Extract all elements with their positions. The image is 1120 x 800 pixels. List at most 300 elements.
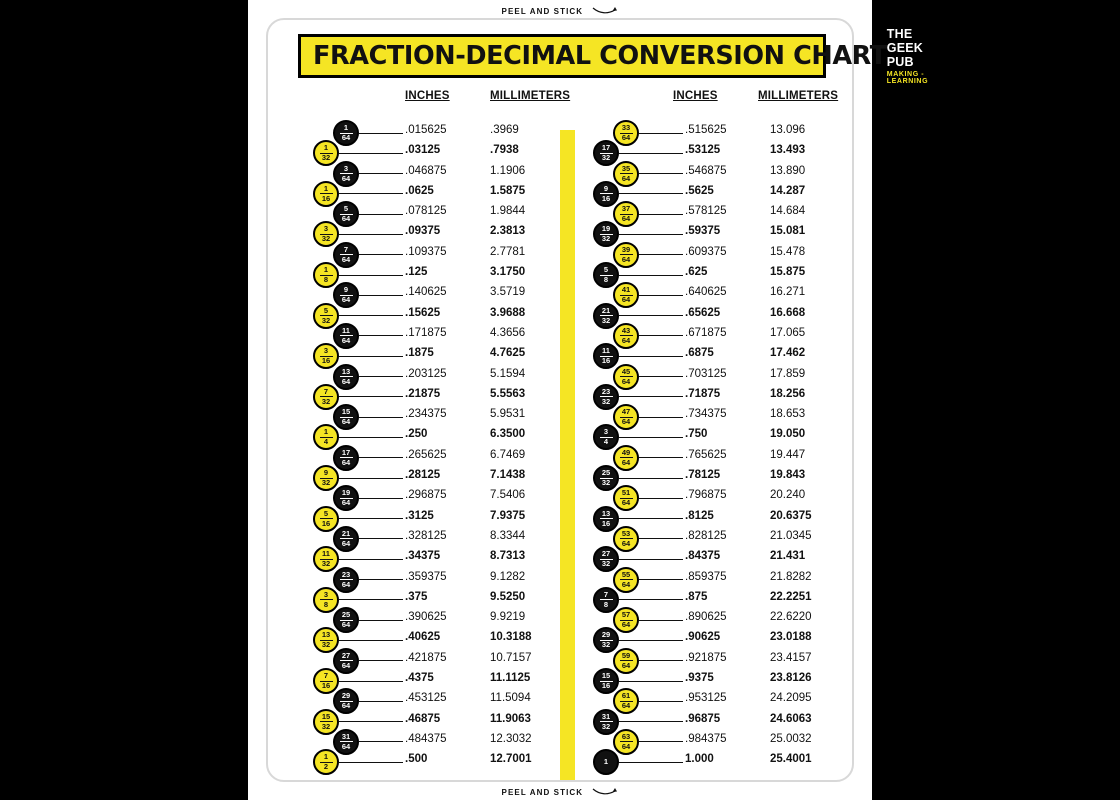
fraction-numerator: 57 bbox=[621, 610, 631, 620]
millimeters-value: 17.462 bbox=[770, 347, 806, 360]
fraction-badge bbox=[333, 485, 359, 511]
fraction-numerator: 23 bbox=[341, 569, 351, 579]
leader-line bbox=[339, 315, 403, 316]
millimeters-value: 19.050 bbox=[770, 428, 806, 441]
inches-value: .875 bbox=[685, 590, 708, 603]
fraction-denominator: 64 bbox=[341, 295, 351, 305]
leader-line bbox=[619, 234, 683, 235]
leader-line bbox=[639, 701, 683, 702]
fraction-denominator: 8 bbox=[323, 275, 329, 285]
inches-value: .96875 bbox=[685, 712, 721, 725]
fraction-badge bbox=[333, 364, 359, 390]
fraction-badge bbox=[313, 465, 339, 491]
fraction-denominator: 64 bbox=[341, 417, 351, 427]
leader-line bbox=[359, 579, 403, 580]
fraction-badge bbox=[613, 323, 639, 349]
fraction-badge bbox=[613, 567, 639, 593]
fraction-numerator: 11 bbox=[342, 325, 350, 335]
fraction-badge bbox=[613, 485, 639, 511]
millimeters-value: 7.9375 bbox=[490, 509, 526, 522]
leader-line bbox=[619, 640, 683, 641]
fraction-numerator: 55 bbox=[621, 569, 631, 579]
millimeters-value: 6.3500 bbox=[490, 428, 526, 441]
leader-line bbox=[339, 478, 403, 479]
inches-value: .046875 bbox=[405, 164, 447, 177]
fraction-numerator: 7 bbox=[603, 589, 609, 599]
millimeters-value: 15.875 bbox=[770, 266, 806, 279]
leader-line bbox=[339, 275, 403, 276]
leader-line bbox=[359, 133, 403, 134]
fraction-numerator: 9 bbox=[323, 468, 329, 478]
inches-value: .65625 bbox=[685, 306, 721, 319]
millimeters-value: .7938 bbox=[490, 144, 519, 157]
leader-line bbox=[639, 133, 683, 134]
fraction-numerator: 21 bbox=[341, 528, 351, 538]
inches-value: .734375 bbox=[685, 408, 727, 421]
fraction-denominator: 32 bbox=[601, 721, 611, 731]
fraction-badge bbox=[593, 221, 619, 247]
millimeters-value: 10.3188 bbox=[490, 631, 532, 644]
fraction-numerator: 29 bbox=[601, 630, 611, 640]
millimeters-value: 13.493 bbox=[770, 144, 806, 157]
fraction-badge bbox=[313, 749, 339, 775]
millimeters-value: 13.890 bbox=[770, 164, 806, 177]
millimeters-value: 13.096 bbox=[770, 124, 806, 136]
fraction-badge bbox=[593, 506, 619, 532]
fraction-denominator: 32 bbox=[601, 478, 611, 488]
fraction-badge bbox=[313, 303, 339, 329]
leader-line bbox=[359, 417, 403, 418]
peel-and-stick-top bbox=[248, 5, 872, 16]
inches-value: .515625 bbox=[685, 124, 727, 136]
fraction-badge bbox=[333, 729, 359, 755]
inches-value: .84375 bbox=[685, 550, 721, 563]
fraction-denominator: 16 bbox=[321, 681, 331, 691]
fraction-numerator: 21 bbox=[601, 305, 611, 315]
millimeters-value: 5.1594 bbox=[490, 367, 526, 380]
fraction-numerator: 49 bbox=[621, 447, 631, 457]
inches-value: .328125 bbox=[405, 529, 447, 542]
inches-value: .71875 bbox=[685, 387, 721, 400]
inches-value: .953125 bbox=[685, 692, 727, 705]
fraction-denominator: 16 bbox=[601, 193, 611, 203]
leader-line bbox=[639, 660, 683, 661]
column-header-left-inches: INCHES bbox=[405, 90, 450, 102]
fraction-badge bbox=[613, 364, 639, 390]
fraction-denominator: 32 bbox=[601, 396, 611, 406]
leader-line bbox=[339, 153, 403, 154]
fraction-badge bbox=[333, 526, 359, 552]
leader-line bbox=[639, 173, 683, 174]
fraction-denominator: 32 bbox=[601, 153, 611, 163]
fraction-numerator: 17 bbox=[341, 447, 351, 457]
fraction-badge bbox=[613, 201, 639, 227]
millimeters-value: 17.859 bbox=[770, 367, 806, 380]
inches-value: .9375 bbox=[685, 672, 714, 685]
millimeters-value: 14.684 bbox=[770, 205, 806, 218]
fraction-denominator: 32 bbox=[601, 315, 611, 325]
inches-value: .78125 bbox=[685, 469, 721, 482]
fraction-denominator: 32 bbox=[321, 315, 331, 325]
inches-value: .078125 bbox=[405, 205, 447, 218]
fraction-badge bbox=[333, 607, 359, 633]
leader-line bbox=[359, 214, 403, 215]
fraction-denominator: 32 bbox=[321, 559, 331, 569]
fraction-numerator: 43 bbox=[621, 325, 631, 335]
fraction-numerator: 13 bbox=[341, 366, 351, 376]
leader-line bbox=[619, 599, 683, 600]
fraction-badge bbox=[313, 506, 339, 532]
leader-line bbox=[639, 579, 683, 580]
millimeters-value: 11.5094 bbox=[490, 692, 531, 705]
fraction-badge bbox=[313, 221, 339, 247]
leader-line bbox=[619, 153, 683, 154]
fraction-numerator: 29 bbox=[341, 691, 351, 701]
curved-arrow-icon-bottom bbox=[592, 787, 618, 798]
leader-line bbox=[639, 214, 683, 215]
leader-line bbox=[359, 660, 403, 661]
fraction-badge bbox=[333, 688, 359, 714]
leader-line bbox=[339, 356, 403, 357]
fraction-badge bbox=[613, 282, 639, 308]
fraction-badge bbox=[313, 587, 339, 613]
leader-line bbox=[339, 599, 403, 600]
fraction-badge bbox=[593, 749, 619, 775]
millimeters-value: 20.240 bbox=[770, 489, 806, 502]
millimeters-value: .3969 bbox=[490, 124, 519, 136]
millimeters-value: 25.4001 bbox=[770, 753, 812, 766]
fraction-badge bbox=[593, 384, 619, 410]
millimeters-value: 3.5719 bbox=[490, 286, 526, 299]
leader-line bbox=[619, 437, 683, 438]
fraction-numerator: 17 bbox=[601, 143, 611, 153]
fraction-denominator: 16 bbox=[601, 356, 611, 366]
inches-value: .859375 bbox=[685, 570, 727, 583]
fraction-badge bbox=[593, 181, 619, 207]
fraction-badge bbox=[593, 546, 619, 572]
inches-value: .250 bbox=[405, 428, 428, 441]
leader-line bbox=[339, 518, 403, 519]
fraction-badge bbox=[313, 424, 339, 450]
fraction-numerator: 5 bbox=[343, 204, 349, 214]
fraction-badge bbox=[313, 140, 339, 166]
page-title: FRACTION-DECIMAL CONVERSION CHART bbox=[313, 41, 887, 71]
leader-line bbox=[639, 498, 683, 499]
millimeters-value: 11.9063 bbox=[490, 712, 531, 725]
column-header-right-inches: INCHES bbox=[673, 90, 718, 102]
fraction-badge bbox=[333, 445, 359, 471]
millimeters-value: 3.9688 bbox=[490, 306, 526, 319]
millimeters-value: 2.3813 bbox=[490, 225, 526, 238]
fraction-badge bbox=[613, 607, 639, 633]
fraction-numerator: 31 bbox=[601, 711, 611, 721]
fraction-denominator: 8 bbox=[323, 599, 329, 609]
fraction-badge bbox=[613, 404, 639, 430]
fraction-badge bbox=[333, 282, 359, 308]
fraction-denominator: 64 bbox=[621, 498, 631, 508]
fraction-numerator: 1 bbox=[323, 143, 329, 153]
inches-value: .828125 bbox=[685, 529, 727, 542]
fraction-denominator: 64 bbox=[621, 660, 631, 670]
inches-value: .21875 bbox=[405, 387, 441, 400]
fraction-badge bbox=[593, 303, 619, 329]
fraction-denominator: 32 bbox=[321, 721, 331, 731]
fraction-numerator: 31 bbox=[341, 731, 351, 741]
leader-line bbox=[619, 762, 683, 763]
fraction-badge bbox=[613, 161, 639, 187]
fraction-denominator: 32 bbox=[601, 640, 611, 650]
leader-line bbox=[359, 173, 403, 174]
fraction-numerator: 59 bbox=[621, 650, 631, 660]
fraction-numerator: 61 bbox=[621, 691, 631, 701]
fraction-denominator: 16 bbox=[321, 193, 331, 203]
fraction-numerator: 39 bbox=[621, 244, 631, 254]
fraction-denominator: 32 bbox=[321, 640, 331, 650]
fraction-numerator: 15 bbox=[321, 711, 331, 721]
fraction-denominator: 64 bbox=[621, 133, 631, 142]
leader-line bbox=[359, 335, 403, 336]
inches-value: .375 bbox=[405, 590, 428, 603]
millimeters-value: 5.9531 bbox=[490, 408, 526, 421]
fraction-denominator: 16 bbox=[321, 356, 331, 366]
fraction-badge bbox=[313, 627, 339, 653]
fraction-numerator: 41 bbox=[621, 285, 631, 295]
brand-name: THE GEEK PUB bbox=[886, 27, 923, 69]
leader-line bbox=[639, 741, 683, 742]
inches-value: .140625 bbox=[405, 286, 447, 299]
millimeters-value: 15.478 bbox=[770, 245, 806, 258]
inches-value: .765625 bbox=[685, 448, 727, 461]
fraction-denominator: 64 bbox=[341, 620, 351, 630]
millimeters-value: 23.4157 bbox=[770, 651, 812, 664]
leader-line bbox=[639, 538, 683, 539]
curved-arrow-icon bbox=[592, 6, 618, 17]
fraction-numerator: 37 bbox=[621, 204, 631, 214]
fraction-badge bbox=[593, 465, 619, 491]
fraction-denominator: 64 bbox=[621, 335, 631, 345]
inches-value: .015625 bbox=[405, 124, 447, 136]
fraction-denominator: 64 bbox=[341, 741, 351, 751]
leader-line bbox=[359, 498, 403, 499]
millimeters-value: 1.5875 bbox=[490, 184, 526, 197]
inches-value: .40625 bbox=[405, 631, 441, 644]
millimeters-value: 24.2095 bbox=[770, 692, 812, 705]
millimeters-value: 21.8282 bbox=[770, 570, 812, 583]
millimeters-value: 15.081 bbox=[770, 225, 806, 238]
millimeters-value: 23.8126 bbox=[770, 672, 812, 685]
fraction-denominator: 8 bbox=[603, 599, 609, 609]
fraction-denominator: 64 bbox=[341, 701, 351, 711]
inches-value: .90625 bbox=[685, 631, 721, 644]
millimeters-value: 19.447 bbox=[770, 448, 806, 461]
fraction-denominator: 64 bbox=[621, 620, 631, 630]
millimeters-value: 4.3656 bbox=[490, 326, 526, 339]
fraction-numerator: 3 bbox=[603, 427, 609, 437]
inches-value: .3125 bbox=[405, 509, 434, 522]
fraction-badge bbox=[333, 201, 359, 227]
millimeters-value: 12.3032 bbox=[490, 732, 532, 745]
fraction-numerator: 3 bbox=[323, 346, 329, 356]
fraction-badge bbox=[333, 404, 359, 430]
chart-sheet bbox=[248, 0, 929, 800]
inches-value: .1875 bbox=[405, 347, 434, 360]
millimeters-value: 21.431 bbox=[770, 550, 806, 563]
millimeters-value: 9.5250 bbox=[490, 590, 526, 603]
fraction-denominator: 2 bbox=[323, 762, 329, 772]
fraction-denominator: 64 bbox=[341, 133, 351, 142]
leader-line bbox=[619, 193, 683, 194]
fraction-badge bbox=[593, 709, 619, 735]
fraction-numerator: 19 bbox=[341, 488, 351, 498]
chart-card bbox=[266, 18, 929, 782]
brand-tagline: MAKING - LEARNING bbox=[886, 71, 929, 85]
inches-value: .4375 bbox=[405, 672, 434, 685]
fraction-numerator: 15 bbox=[601, 671, 611, 681]
millimeters-value: 12.7001 bbox=[490, 753, 532, 766]
inches-value: .921875 bbox=[685, 651, 727, 664]
title-bar bbox=[298, 27, 929, 85]
peel-and-stick-bottom bbox=[248, 786, 872, 797]
fraction-numerator: 7 bbox=[343, 244, 349, 254]
fraction-badge bbox=[333, 120, 359, 146]
inches-value: .890625 bbox=[685, 611, 727, 624]
fraction-numerator: 45 bbox=[621, 366, 631, 376]
leader-line bbox=[359, 538, 403, 539]
leader-line bbox=[359, 457, 403, 458]
fraction-badge bbox=[313, 384, 339, 410]
millimeters-value: 25.0032 bbox=[770, 732, 812, 745]
column-header-left-mm: MILLIMETERS bbox=[490, 90, 571, 102]
fraction-denominator: 32 bbox=[321, 153, 331, 163]
fraction-denominator: 64 bbox=[621, 741, 631, 751]
fraction-denominator: 64 bbox=[621, 417, 631, 427]
fraction-denominator: 16 bbox=[601, 681, 611, 691]
leader-line bbox=[639, 254, 683, 255]
fraction-badge bbox=[613, 445, 639, 471]
fraction-denominator: 64 bbox=[621, 214, 631, 224]
fraction-numerator: 11 bbox=[322, 549, 330, 559]
fraction-badge bbox=[593, 424, 619, 450]
fraction-badge bbox=[333, 323, 359, 349]
fraction-denominator: 64 bbox=[621, 538, 631, 548]
fraction-numerator: 51 bbox=[621, 488, 631, 498]
leader-line bbox=[639, 417, 683, 418]
fraction-badge bbox=[593, 140, 619, 166]
inches-value: .359375 bbox=[405, 570, 447, 583]
fraction-denominator: 64 bbox=[341, 498, 351, 508]
millimeters-value: 11.1125 bbox=[490, 672, 531, 685]
fraction-badge bbox=[593, 587, 619, 613]
fraction-numerator: 9 bbox=[603, 183, 609, 193]
inches-value: 1.000 bbox=[685, 753, 714, 766]
leader-line bbox=[619, 478, 683, 479]
fraction-badge bbox=[333, 161, 359, 187]
millimeters-value: 1.1906 bbox=[490, 164, 526, 177]
inches-value: .28125 bbox=[405, 469, 441, 482]
fraction-numerator: 27 bbox=[341, 650, 351, 660]
millimeters-value: 22.2251 bbox=[770, 590, 812, 603]
leader-line bbox=[339, 640, 403, 641]
millimeters-value: 9.1282 bbox=[490, 570, 526, 583]
inches-value: .03125 bbox=[405, 144, 441, 157]
fraction-denominator: 64 bbox=[621, 579, 631, 589]
millimeters-value: 10.7157 bbox=[490, 651, 532, 664]
millimeters-value: 7.5406 bbox=[490, 489, 526, 502]
fraction-denominator: 64 bbox=[621, 173, 631, 183]
inches-value: .500 bbox=[405, 753, 428, 766]
millimeters-value: 4.7625 bbox=[490, 347, 526, 360]
fraction-badge bbox=[593, 343, 619, 369]
fraction-denominator: 64 bbox=[621, 376, 631, 386]
fraction-badge bbox=[593, 668, 619, 694]
inches-value: .640625 bbox=[685, 286, 727, 299]
millimeters-value: 16.668 bbox=[770, 306, 806, 319]
fraction-denominator: 64 bbox=[341, 660, 351, 670]
leader-line bbox=[359, 741, 403, 742]
fraction-numerator: 1 bbox=[323, 183, 329, 193]
fraction-badge bbox=[333, 648, 359, 674]
fraction-numerator: 5 bbox=[603, 265, 609, 275]
inches-value: .796875 bbox=[685, 489, 727, 502]
fraction-numerator: 25 bbox=[601, 468, 611, 478]
millimeters-value: 19.843 bbox=[770, 469, 806, 482]
inches-value: .34375 bbox=[405, 550, 441, 563]
leader-line bbox=[619, 559, 683, 560]
leader-line bbox=[619, 356, 683, 357]
millimeters-value: 8.7313 bbox=[490, 550, 526, 563]
leader-line bbox=[359, 295, 403, 296]
millimeters-value: 16.271 bbox=[770, 286, 806, 299]
millimeters-value: 17.065 bbox=[770, 326, 806, 339]
fraction-numerator: 33 bbox=[621, 123, 631, 132]
fraction-numerator: 7 bbox=[323, 671, 329, 681]
fraction-denominator: 64 bbox=[341, 173, 351, 183]
inches-value: .750 bbox=[685, 428, 708, 441]
leader-line bbox=[639, 376, 683, 377]
leader-line bbox=[359, 254, 403, 255]
fraction-denominator: 16 bbox=[601, 518, 611, 528]
leader-line bbox=[339, 437, 403, 438]
fraction-numerator: 5 bbox=[323, 508, 329, 518]
leader-line bbox=[359, 376, 403, 377]
fraction-denominator: 32 bbox=[321, 396, 331, 406]
fraction-denominator: 64 bbox=[621, 701, 631, 711]
inches-value: .8125 bbox=[685, 509, 714, 522]
fraction-denominator: 64 bbox=[341, 376, 351, 386]
millimeters-value: 3.1750 bbox=[490, 266, 526, 279]
inches-value: .53125 bbox=[685, 144, 721, 157]
fraction-numerator: 1 bbox=[323, 265, 329, 275]
millimeters-value: 2.7781 bbox=[490, 245, 526, 258]
inches-value: .109375 bbox=[405, 245, 447, 258]
fraction-denominator: 4 bbox=[603, 437, 609, 447]
inches-value: .609375 bbox=[685, 245, 727, 258]
fraction-numerator: 3 bbox=[323, 224, 329, 234]
millimeters-value: 6.7469 bbox=[490, 448, 526, 461]
inches-value: .265625 bbox=[405, 448, 447, 461]
millimeters-value: 7.1438 bbox=[490, 469, 526, 482]
inches-value: .234375 bbox=[405, 408, 447, 421]
fraction-denominator: 32 bbox=[601, 559, 611, 569]
leader-line bbox=[359, 620, 403, 621]
fraction-badge bbox=[333, 242, 359, 268]
inches-value: .671875 bbox=[685, 326, 727, 339]
inches-value: .546875 bbox=[685, 164, 727, 177]
fraction-badge bbox=[613, 526, 639, 552]
leader-line bbox=[339, 681, 403, 682]
fraction-badge bbox=[313, 668, 339, 694]
peel-label-top: PEEL AND STICK bbox=[501, 7, 584, 16]
